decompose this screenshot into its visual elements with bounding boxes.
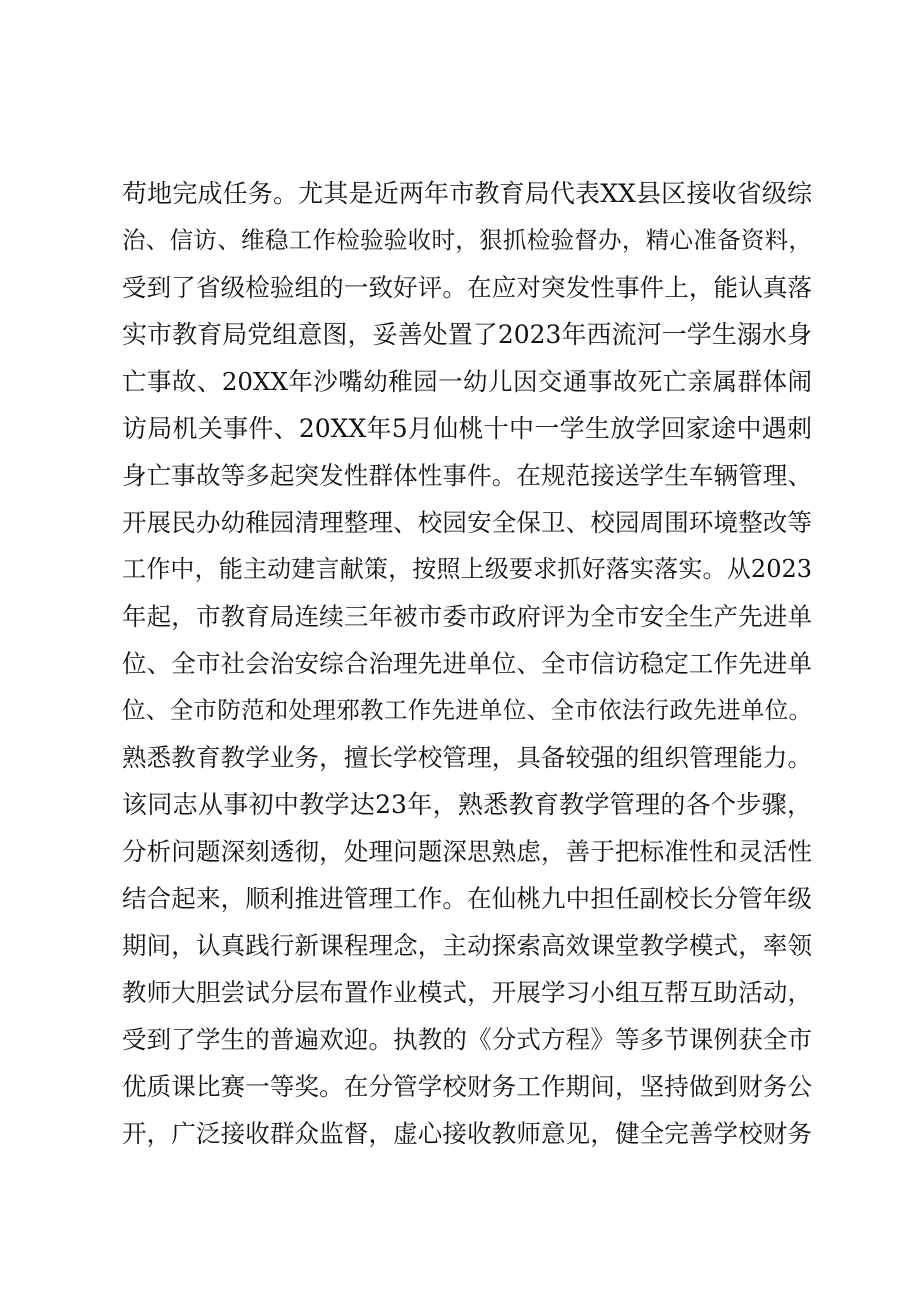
text-line: 身亡事故等多起突发性群体性事件。在规范接送学生车辆管理、 [122,461,812,490]
text-line: 实市教育局党组意图，妥善处置了2023年西流河一学生溺水身 [122,320,812,349]
text-line: 受到了省级检验组的一致好评。在应对突发性事件上，能认真落 [122,273,812,302]
text-line: 访局机关事件、20XX年5月仙桃十中一学生放学回家途中遇刺 [122,414,812,443]
text-line: 苟地完成任务。尤其是近两年市教育局代表XX县区接收省级综 [122,179,812,208]
text-line: 年起，市教育局连续三年被市委市政府评为全市安全生产先进单 [122,602,812,631]
text-line: 熟悉教育教学业务，擅长学校管理，具备较强的组织管理能力。 [122,743,812,772]
text-line: 开展民办幼稚园清理整理、校园安全保卫、校园周围环境整改等 [122,508,812,537]
text-line: 优质课比赛一等奖。在分管学校财务工作期间，坚持做到财务公 [122,1072,812,1101]
text-line: 位、全市社会治安综合治理先进单位、全市信访稳定工作先进单 [122,649,812,678]
text-line: 位、全市防范和处理邪教工作先进单位、全市依法行政先进单位。 [122,696,812,724]
text-line: 开，广泛接收群众监督，虚心接收教师意见，健全完善学校财务 [122,1119,812,1148]
text-line: 受到了学生的普遍欢迎。执教的《分式方程》等多节课例获全市 [122,1025,812,1054]
text-line: 亡事故、20XX年沙嘴幼稚园一幼儿因交通事故死亡亲属群体闹 [122,367,812,396]
text-line: 结合起来，顺利推进管理工作。在仙桃九中担任副校长分管年级 [122,884,812,913]
body-text [122,170,812,1157]
text-line: 期间，认真践行新课程理念，主动探索高效课堂教学模式，率领 [122,931,812,960]
text-line: 该同志从事初中教学达23年，熟悉教育教学管理的各个步骤， [122,790,812,819]
text-line: 工作中，能主动建言献策，按照上级要求抓好落实落实。从2023 [122,555,812,583]
text-line: 分析问题深刻透彻，处理问题深思熟虑，善于把标准性和灵活性 [122,837,812,866]
text-line: 教师大胆尝试分层布置作业模式，开展学习小组互帮互助活动， [122,978,812,1007]
text-line: 治、信访、维稳工作检验验收时，狠抓检验督办，精心准备资料， [122,226,812,254]
